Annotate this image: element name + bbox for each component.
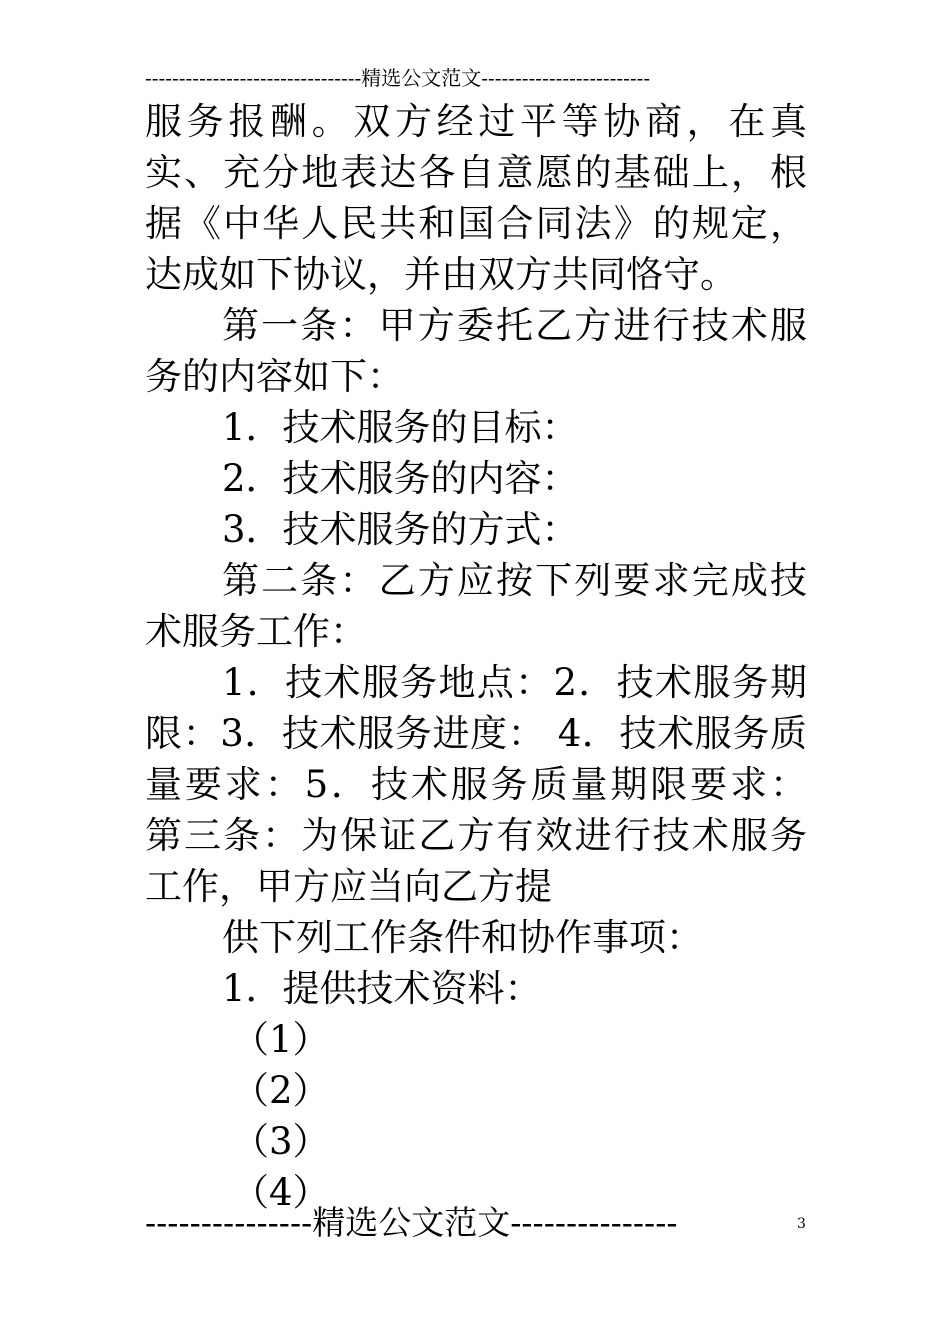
list-item: 2．技术服务的内容： <box>222 457 579 500</box>
sub-item: （2） <box>232 1069 330 1112</box>
paragraph-intro: 服务报酬。双方经过平等协商，在真实、充分地表达各自意愿的基础上，根据《中华人民共和国合同法》的规定，达成如下协议，并由双方共同恪守。 <box>145 100 807 296</box>
article-two: 第二条：乙方应按下列要求完成技术服务工作： <box>145 559 807 653</box>
page-header: --------------------------------精选公文范文------------------------- <box>145 66 651 90</box>
list-item: 1．技术服务的目标： <box>222 406 579 449</box>
document-body <box>145 96 807 1218</box>
page-number: 3 <box>797 1216 806 1232</box>
article-two-details: 1．技术服务地点：2．技术服务期限：3．技术服务进度： 4．技术服务质量要求：5．技术服务质量期限要求： 第三条：为保证乙方有效进行技术服务工作，甲方应当向乙方提 <box>145 661 807 908</box>
sub-item: （4） <box>232 1171 330 1214</box>
paragraph-continuation: 供下列工作条件和协作事项： <box>222 916 703 959</box>
sub-item: （3） <box>232 1120 330 1163</box>
article-one: 第一条：甲方委托乙方进行技术服务的内容如下： <box>145 304 807 398</box>
list-item: 3．技术服务的方式： <box>222 508 579 551</box>
sub-item: （1） <box>232 1018 330 1061</box>
page-footer: ---------------精选公文范文--------------- <box>145 1203 678 1242</box>
list-item: 1．提供技术资料： <box>222 967 542 1010</box>
